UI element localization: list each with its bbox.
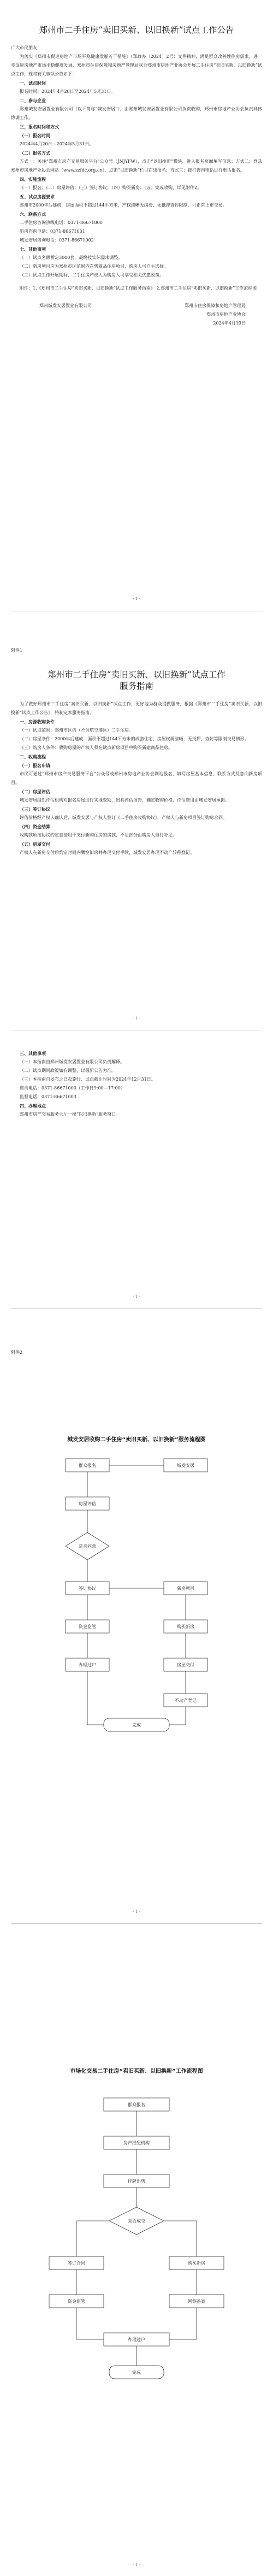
guide-paragraph: 评估价格经产权人确认后，城发安居与产权人签订《二手住房收购协议》，产权人与新房项目签订购房合同。 (20, 815, 227, 820)
signer-right-2: 郑州市房地产业协会 (206, 312, 246, 317)
guide-subheading: （一）报名申请 (20, 763, 50, 768)
notice-section-heading: 二、参与企业 (20, 98, 46, 103)
page-divider (11, 1923, 262, 1924)
guide-paragraph: 产权人在新房交付后约定时间内腾空旧房并办理交付手续，城发安居办理不动产转移登记。 (20, 850, 194, 855)
page-number: - 1 - (133, 2562, 140, 2567)
guide-paragraph: 城发安居组织评估机构对报名房屋进行实地查勘，出具评估报告，确定收购价格，评估费用由城发安居承担。 (20, 798, 229, 803)
guide-subheading: （二）房屋评估 (20, 789, 50, 794)
contact-line: 城发安居咨询电话：0371-86671002 (20, 238, 94, 243)
notice-section-heading: 六、联系方式 (20, 211, 46, 217)
flow-node-label: 购买新房 (188, 2261, 205, 2266)
contact-line: 二手住房咨询热线电话：0371-86671000 (20, 220, 103, 225)
notice-date: 2024年4月19日 (213, 321, 246, 326)
attachment-list: 附件：1.《郑州市二手住房“卖旧买新、以旧换新”试点工作服务指南》 2.郑州市二手住房“卖旧买新、以旧换新”工作流程图 (20, 286, 257, 291)
notice-paragraph: （三）试点工作开展期间，二手住房产权人为购房人可享受相关优惠政策。 (20, 273, 164, 278)
notice-paragraph: 郑州市2000年后建成，房屋面积不超过144平方米，产权清晰无纠纷、无抵押查封限制，可正常上市交易。 (20, 203, 227, 208)
flow-node-label: 签订协议 (79, 1586, 96, 1591)
flow-node-label: 不动产登记 (175, 1698, 197, 1703)
guide-subheading: （五）房屋交付 (20, 841, 50, 847)
flowchart-1 (0, 1431, 273, 1737)
flowchart-2-title: 市场化交易二手住房“卖旧买新、以旧换新”工作流程图 (70, 2068, 203, 2074)
guide-paragraph: （一）本指南由郑州城发安居置业有限公司负责解释。 (20, 1059, 124, 1064)
signature-block (11, 302, 262, 310)
guide-paragraph: （一）试点范围：郑州市区内（不含航空港区）二手住房。 (20, 728, 133, 733)
flow-node-label: 办理过户 (128, 2337, 145, 2342)
contact-line: 新房咨询电话：0371-86671001 (20, 229, 85, 234)
flow-node-label: 城发安居 (177, 1463, 194, 1468)
guide-page (0, 669, 273, 857)
flow-node-label: 是否成交 (128, 2219, 145, 2224)
guide-paragraph: 郑州市房产交易服务大厅一楼“以旧换新”服务窗口。 (20, 1112, 121, 1117)
flow-node-label: 完成 (132, 1723, 141, 1728)
contact-line: 监督电话：0371-86671003 (20, 1094, 76, 1099)
notice-paragraph: （一）报名；（二）房屋评估；（三）签订协议；（四）购买新房；（五）完成收购，详见附件2。 (20, 185, 202, 190)
guide-paragraph: 市民可通过“郑州市房产交易服务平台”公众号或郑州市房地产业协会网站报名，填写房屋基本信息、联系方式及意向新房项目。 (11, 771, 262, 785)
flow-node-label: 资金监管 (68, 2299, 85, 2304)
page-number: - 1 - (133, 1295, 140, 1299)
notice-paragraph: 2024年4月20日—2024年5月31日。 (20, 142, 94, 146)
notice-paragraph: 报名时间：2024年4月20日至2024年5月31日。 (20, 89, 116, 94)
flow-node-label: 网签备案 (188, 2299, 205, 2304)
flow-node-label: 新房项目 (177, 1586, 194, 1591)
notice-paragraph: （二）新房项目应为郑州市区范围内在售商品住房项目，购房人可自主选择。 (20, 264, 168, 269)
notice-section-heading: 五、试点房源要求 (20, 194, 55, 199)
guide-paragraph: （三）本指南自发布之日起施行，试点截止时间为2024年12月31日。 (20, 1077, 156, 1082)
page-number: - 1 - (133, 1016, 140, 1021)
flow-node-label: 房产经纪机构 (123, 2141, 150, 2145)
flow-node-label: 房屋评估 (79, 1501, 96, 1506)
notice-title: 郑州市二手住房“卖旧买新、以旧换新”试点工作公告 (39, 25, 234, 35)
guide-paragraph: 收购款项按协议约定直接用于支付新购住房的房款，不足部分由购房人自行补足。 (20, 833, 177, 838)
page-number: - 1 - (133, 597, 140, 601)
notice-section-heading: 四、实施流程 (20, 176, 46, 182)
notice-section-heading: 三、报名时间和方式 (20, 124, 59, 129)
flow-node-label: 房屋交付 (177, 1663, 194, 1667)
flowchart-1-title: 城发安居收购二手住房“卖旧买新、以旧换新”服务流程图 (67, 1437, 206, 1443)
flow-node-label: 群众报名 (128, 2102, 145, 2107)
guide-subheading: （三）签订协议 (20, 806, 50, 812)
notice-subheading: （二）报名方式 (20, 150, 50, 156)
notice-salutation: 广大市民朋友： (11, 45, 41, 50)
notice-paragraph: 郑州城发安居置业有限公司（以下简称“城发安居”），由郑州城发安居置业有限公司负责收购，郑州市房地产业协会负责具体协调工作。 (11, 107, 262, 120)
guide-section-heading: 一、房源收购条件 (20, 719, 55, 724)
notice-intro: 为落实《郑州市促进房地产市场平稳健康发展若干措施》（郑政办〔2024〕2号）文件精神，满足群众改善性住房需求，进一步促进房地产市场平稳健康发展，郑州市住房保障和房地产管理局联合郑州市房地产业协会开展二手住房“卖旧买新、以旧换新”试点工作，现将有关事项公告如下： (11, 54, 262, 76)
guide-paragraph: （三）购房人条件：收购房屋的产权人须在试点新房项目中购买新建商品住房。 (20, 745, 173, 750)
flow-node-label: 是否同意 (79, 1544, 96, 1549)
guide-subheading: （四）资金结算 (20, 824, 50, 829)
notice-section-heading: 七、其他事项 (20, 246, 46, 252)
guide-section-heading: 二、收购流程 (20, 754, 46, 759)
guide-section-heading: 三、其他事项 (20, 1051, 46, 1056)
flow-node-label: 挂牌出售 (128, 2179, 145, 2184)
flow-node-label: 完成 (132, 2370, 141, 2375)
flow-node-label: 签订合同 (68, 2261, 85, 2266)
attachment-label: 附件2 (11, 1350, 23, 1355)
guide-section-heading: 四、办理地点 (20, 1103, 46, 1109)
notice-paragraph: （一）试点名额暂定3000套，最终按实际需求调整。 (20, 255, 123, 260)
flowchart-2 (0, 2065, 273, 2393)
contact-line: 咨询电话：0371-86671000（工作日9:00—17:00） (20, 1086, 125, 1090)
notice-paragraph: 方式一：关注“郑州市房产交易服务平台”公众号（JNJYFW），点击“以旧换新”模块，进入报名页面填写信息；方式二：登录郑州市房地产业协会网站（www.zzfdc.org.cn），点击“以旧换新”栏目在线报名；方式三：拨打咨询电话进行电话报名。 (11, 159, 262, 173)
guide-paragraph: （二）试点期间政策如有调整，以最新公告为准。 (20, 1068, 116, 1073)
guide-paragraph: （二）房屋条件：2000年后建成，面积不超过144平方米的成套住宅，房屋权属清晰，无抵押、查封等限制交易情形。 (20, 736, 249, 741)
signer-left: 郑州城发安居置业有限公司 (39, 303, 92, 308)
notice-subheading: （一）报名时间 (20, 133, 50, 138)
signer-right: 郑州市住房保障和房地产管理局 (185, 303, 246, 308)
flow-node-label: 购买新房 (177, 1624, 194, 1629)
guide-page-continued (0, 1049, 273, 1119)
notice-page (0, 25, 273, 328)
guide-title: 郑州市二手住房“卖旧买新、以旧换新”试点工作服务指南 (48, 670, 225, 691)
flow-node-label: 资金监管 (79, 1624, 96, 1629)
guide-intro: 为了做好郑州市二手住房“卖旧买新、以旧换新”试点工作，更好地为群众提供服务，根据《郑州市二手住房“卖旧买新、以旧换新”试点工作公告》，特制定本服务指南。 (11, 702, 262, 715)
page-number: - 1 - (133, 1909, 140, 1914)
flow-node-label: 办理过户 (79, 1663, 96, 1667)
notice-section-heading: 一、试点时间 (20, 80, 46, 86)
flow-node-label: 群众报名 (79, 1463, 96, 1468)
page-divider (11, 1308, 262, 1309)
attachment-label: 附件1 (11, 648, 23, 653)
